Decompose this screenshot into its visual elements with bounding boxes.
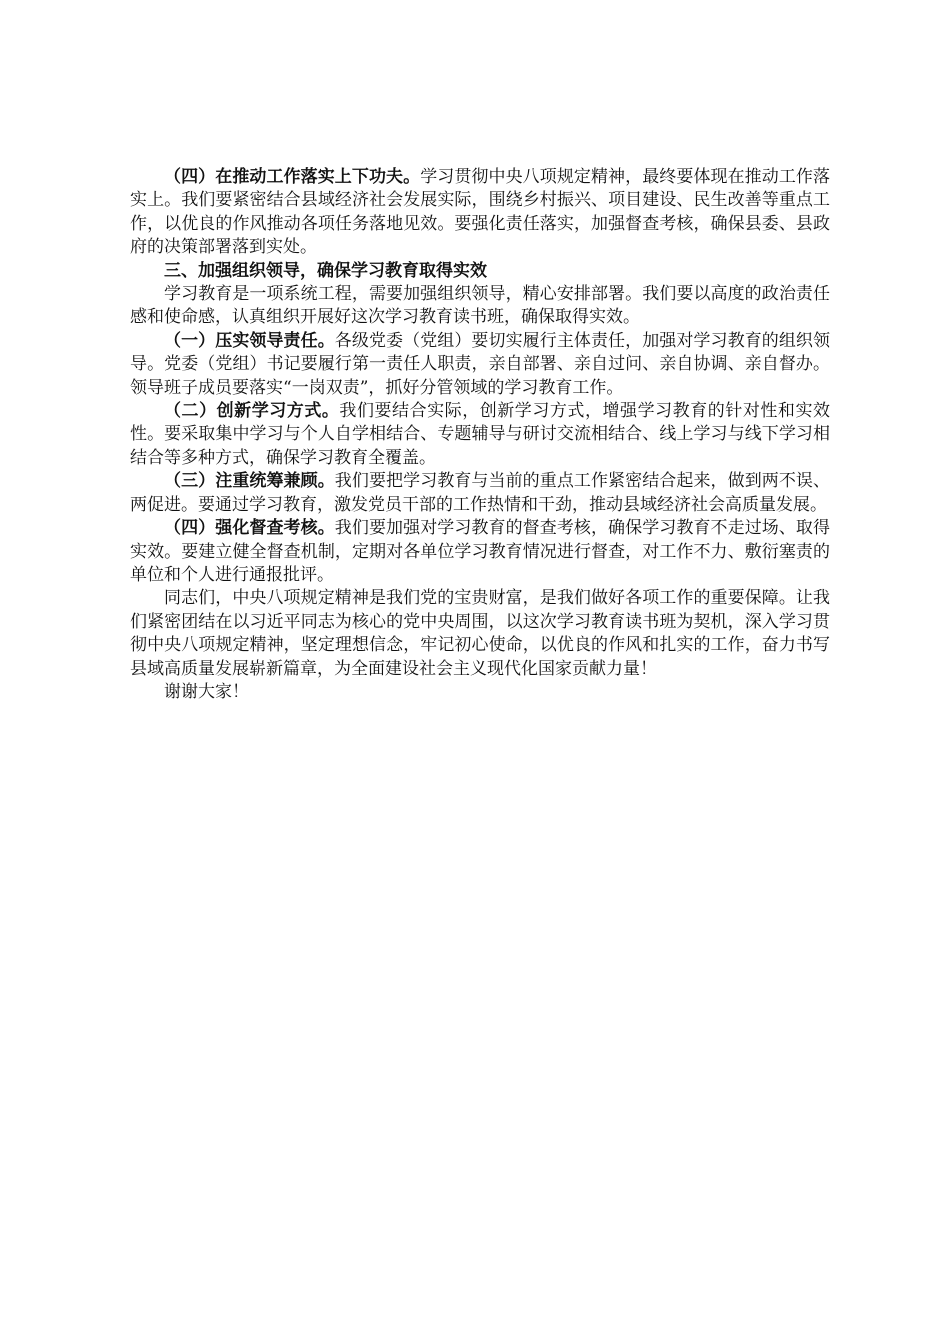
paragraph-text: 我们要把学习教育与当前的重点工作紧密结合起来，做到两不误、两促进。要通过学习教育，激发党员干部的工作热情和干劲，推动县域经济社会高质量发展。: [130, 471, 831, 515]
paragraph-lead: （四）强化督查考核。: [164, 518, 335, 539]
paragraph-text: 各级党委（党组）要切实履行主体责任，加强对学习教育的组织领导。党委（党组）书记要履行第一责任人职责，亲自部署、亲自过问、亲自协调、亲自督办。领导班子成员要落实“一岗双责”，抓好分管领域的学习教育工作。: [130, 330, 831, 398]
paragraph-overall-planning: [130, 470, 830, 517]
paragraph-supervision: [130, 517, 830, 587]
section-heading: 三、加强组织领导，确保学习教育取得实效: [164, 260, 487, 281]
document-body: [130, 166, 830, 704]
paragraph-text: 同志们，中央八项规定精神是我们党的宝贵财富，是我们做好各项工作的重要保障。让我们紧密团结在以习近平同志为核心的党中央周围，以这次学习教育读书班为契机，深入学习贯彻中央八项规定精神，坚定理想信念，牢记初心使命，以优良的作风和扎实的工作，奋力书写县域高质量发展崭新篇章，为全面建设社会主义现代化国家贡献力量！: [130, 588, 830, 679]
paragraph-promote-implementation: [130, 166, 830, 260]
paragraph-learning-methods: [130, 400, 830, 470]
paragraph-thanks: [130, 681, 830, 704]
paragraph-text: 我们要加强对学习教育的督查考核，确保学习教育不走过场、取得实效。要建立健全督查机制，定期对各单位学习教育情况进行督查，对工作不力、敷衍塞责的单位和个人进行通报批评。: [130, 518, 831, 585]
paragraph-lead: （二）创新学习方式。: [164, 401, 340, 422]
paragraph-intro: [130, 283, 830, 330]
paragraph-text: 谢谢大家！: [164, 681, 249, 702]
paragraph-lead: （四）在推动工作落实上下功夫。: [164, 167, 421, 187]
paragraph-text: 学习教育是一项系统工程，需要加强组织领导，精心安排部署。我们要以高度的政治责任感和使命感，认真组织开展好这次学习教育读书班，确保取得实效。: [130, 284, 830, 328]
paragraph-text: 我们要结合实际，创新学习方式，增强学习教育的针对性和实效性。要采取集中学习与个人自学相结合、专题辅导与研讨交流相结合、线上学习与线下学习相结合等多种方式，确保学习教育全覆盖。: [130, 401, 830, 468]
paragraph-text: 学习贯彻中央八项规定精神，最终要体现在推动工作落实上。我们要紧密结合县域经济社会发展实际，围绕乡村振兴、项目建设、民生改善等重点工作，以优良的作风推动各项任务落地见效。要强化责任落实，加强督查考核，确保县委、县政府的决策部署落到实处。: [130, 167, 831, 258]
paragraph-leadership-responsibility: [130, 330, 830, 400]
paragraph-closing: [130, 587, 830, 681]
paragraph-lead: （一）压实领导责任。: [164, 330, 335, 351]
paragraph-lead: （三）注重统筹兼顾。: [164, 471, 335, 492]
